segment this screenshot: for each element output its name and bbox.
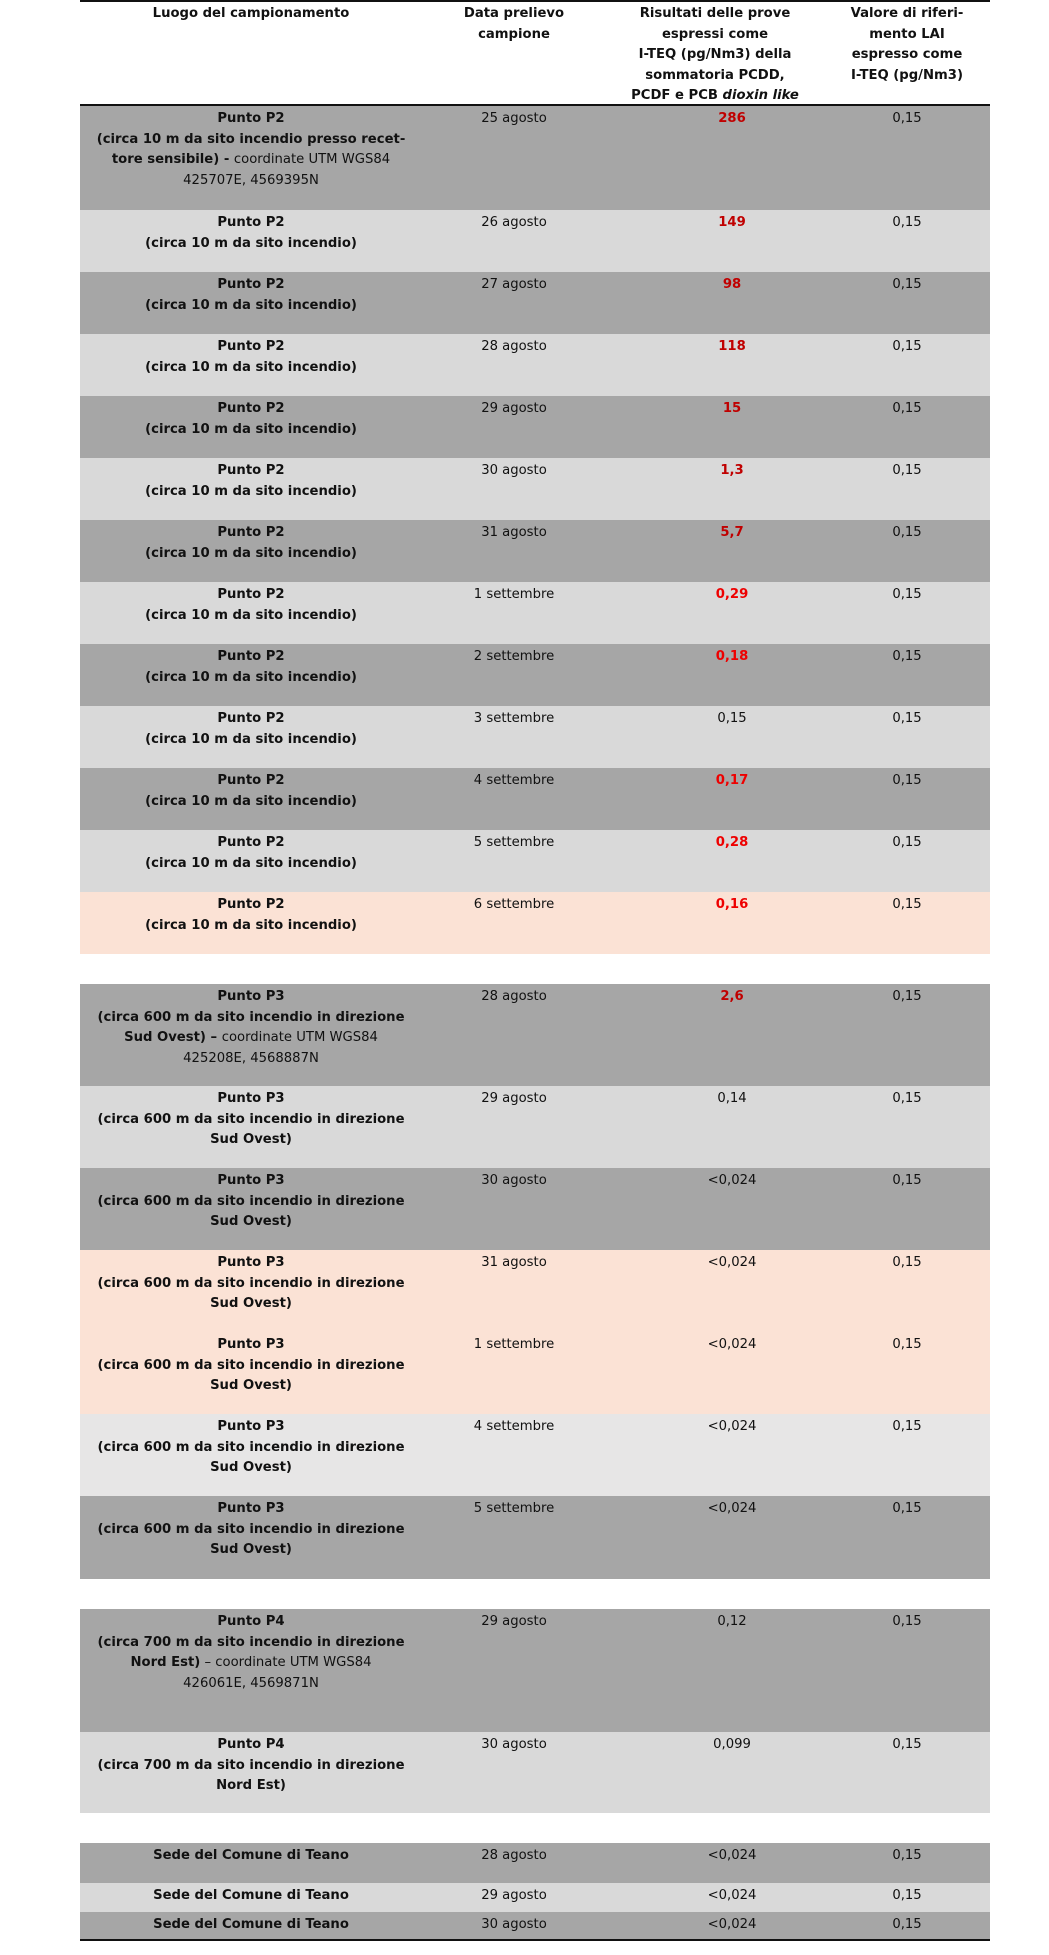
coordinate-label: coordinate UTM WGS84 <box>221 1030 378 1045</box>
sample-date: 27 agosto <box>481 277 547 292</box>
reference-value: 0,15 <box>892 1614 922 1629</box>
location-title: Punto P4 <box>217 1614 285 1629</box>
location-cell <box>80 106 422 210</box>
location-description <box>80 1028 422 1049</box>
reference-value: 0,15 <box>892 773 922 788</box>
location-description-text: (circa 600 m da sito incendio in direzione <box>97 1009 405 1025</box>
table-row <box>80 106 990 210</box>
location-description-text: (circa 10 m da sito incendio) <box>145 297 357 313</box>
group-spacer <box>80 1813 990 1843</box>
location-cell <box>80 210 422 272</box>
location-title: Punto P2 <box>217 773 285 788</box>
location-description-text: Sud Ovest) – <box>124 1030 222 1045</box>
location-description-text: Nord Est) <box>130 1655 201 1670</box>
location-cell <box>80 984 422 1086</box>
header-reference-line: I-TEQ (pg/Nm3) <box>851 67 963 83</box>
table-row <box>80 272 990 334</box>
location-description <box>80 668 422 689</box>
sample-date: 31 agosto <box>481 525 547 540</box>
table-row <box>80 520 990 582</box>
location-description <box>80 358 422 379</box>
location-description <box>80 1294 422 1315</box>
table-body <box>80 106 990 1941</box>
location-title: Punto P2 <box>217 897 285 912</box>
location-description <box>80 854 422 875</box>
location-cell <box>80 1912 422 1939</box>
result-value-exceeding: 149 <box>718 215 746 230</box>
sample-date: 28 agosto <box>481 989 547 1004</box>
sample-date: 29 agosto <box>481 1091 547 1106</box>
sample-date: 4 settembre <box>473 773 555 788</box>
location-title: Punto P2 <box>217 463 285 478</box>
header-results-line: espressi come <box>661 26 769 42</box>
location-cell <box>80 1250 422 1332</box>
location-cell <box>80 1332 422 1414</box>
location-cell <box>80 272 422 334</box>
sample-date: 28 agosto <box>481 1848 547 1863</box>
location-description-text: (circa 10 m da sito incendio) <box>145 421 357 437</box>
location-description <box>80 1653 422 1674</box>
location-description-text: (circa 10 m da sito incendio) <box>145 607 357 623</box>
reference-value: 0,15 <box>892 277 922 292</box>
table-row <box>80 458 990 520</box>
location-description <box>80 1756 422 1777</box>
table-row <box>80 1883 990 1912</box>
table-row <box>80 1496 990 1579</box>
location-description-text: (circa 10 m da sito incendio) <box>145 483 357 499</box>
location-cell <box>80 1609 422 1732</box>
location-title: Punto P3 <box>217 1091 285 1106</box>
location-description <box>80 1008 422 1029</box>
header-reference-line: espresso come <box>851 47 963 62</box>
location-description-text: (circa 10 m da sito incendio presso recet- <box>96 131 406 147</box>
reference-value: 0,15 <box>892 989 922 1004</box>
table-row <box>80 984 990 1086</box>
result-value-exceeding: 118 <box>718 339 746 354</box>
location-title: Punto P3 <box>217 1501 285 1516</box>
result-value-exceeding: 286 <box>718 111 746 126</box>
sample-date: 29 agosto <box>481 1888 547 1903</box>
utm-coordinates: 426061E, 4569871N <box>183 1675 319 1691</box>
location-description <box>80 296 422 317</box>
location-description-text: (circa 10 m da sito incendio) <box>145 917 357 933</box>
table-row <box>80 1332 990 1414</box>
location-title: Punto P2 <box>217 711 285 726</box>
location-description-text: (circa 10 m da sito incendio) <box>145 235 357 251</box>
location-description-text: Sud Ovest) <box>210 1542 292 1557</box>
location-description <box>80 1110 422 1131</box>
result-value: <0,024 <box>707 1917 757 1932</box>
result-value-exceeding: 0,29 <box>715 587 749 602</box>
reference-value: 0,15 <box>892 1337 922 1352</box>
location-cell <box>80 644 422 706</box>
table-row <box>80 644 990 706</box>
location-title: Punto P2 <box>217 215 285 230</box>
location-title: Punto P2 <box>217 587 285 602</box>
reference-value: 0,15 <box>892 835 922 850</box>
sample-date: 5 settembre <box>473 1501 555 1516</box>
reference-value: 0,15 <box>892 1848 922 1863</box>
header-results-line <box>606 86 824 107</box>
result-value-exceeding: 5,7 <box>720 525 744 540</box>
location-title: Punto P3 <box>217 1337 285 1352</box>
location-cell <box>80 1168 422 1250</box>
result-value-exceeding: 1,3 <box>720 463 744 478</box>
reference-value: 0,15 <box>892 463 922 478</box>
location-description <box>80 1540 422 1561</box>
location-title: Punto P2 <box>217 835 285 850</box>
location-description-text: Nord Est) <box>216 1778 286 1793</box>
table-row <box>80 1250 990 1332</box>
group-spacer <box>80 954 990 984</box>
location-title: Sede del Comune di Teano <box>153 1888 349 1903</box>
sample-date: 25 agosto <box>481 111 547 126</box>
location-cell <box>80 892 422 954</box>
header-date-line: Data prelievo <box>463 6 565 21</box>
location-description <box>80 1520 422 1541</box>
result-value-exceeding: 2,6 <box>720 989 744 1004</box>
table-row <box>80 892 990 954</box>
reference-value: 0,15 <box>892 1888 922 1903</box>
sample-date: 26 agosto <box>481 215 547 230</box>
location-cell <box>80 706 422 768</box>
location-cell <box>80 1086 422 1168</box>
location-description <box>80 420 422 441</box>
location-description <box>80 792 422 813</box>
result-value-exceeding: 0,17 <box>715 773 749 788</box>
table-row <box>80 706 990 768</box>
result-value-exceeding: 0,18 <box>715 649 749 664</box>
reference-value: 0,15 <box>892 1917 922 1932</box>
result-value: <0,024 <box>707 1501 757 1516</box>
location-cell <box>80 520 422 582</box>
table-row <box>80 830 990 892</box>
sample-date: 29 agosto <box>481 1614 547 1629</box>
table-row <box>80 1912 990 1941</box>
result-value: <0,024 <box>707 1337 757 1352</box>
dioxin-results-table <box>80 0 990 1941</box>
location-description <box>80 916 422 937</box>
location-description-text: (circa 10 m da sito incendio) <box>145 793 357 809</box>
location-description <box>80 1776 422 1797</box>
header-location-label: Luogo del campionamento <box>152 6 350 21</box>
location-cell <box>80 1843 422 1883</box>
location-title: Punto P3 <box>217 989 285 1004</box>
reference-value: 0,15 <box>892 339 922 354</box>
location-title: Punto P3 <box>217 1173 285 1188</box>
sample-date: 30 agosto <box>481 1737 547 1752</box>
location-description-text: (circa 600 m da sito incendio in direzione <box>97 1439 405 1455</box>
sample-date: 30 agosto <box>481 1173 547 1188</box>
table-row <box>80 210 990 272</box>
location-description <box>80 1274 422 1295</box>
sample-date: 30 agosto <box>481 1917 547 1932</box>
location-description-text: (circa 600 m da sito incendio in direzione <box>97 1275 405 1291</box>
sample-date: 5 settembre <box>473 835 555 850</box>
location-title: Punto P2 <box>217 649 285 664</box>
table-row <box>80 1414 990 1496</box>
sample-date: 30 agosto <box>481 463 547 478</box>
result-value-exceeding: 15 <box>722 401 742 416</box>
location-description <box>80 1356 422 1377</box>
header-results-italic: dioxin like <box>722 88 799 103</box>
location-cell <box>80 334 422 396</box>
location-cell <box>80 1414 422 1496</box>
location-description <box>80 1192 422 1213</box>
reference-value: 0,15 <box>892 1419 922 1434</box>
header-date <box>422 2 606 104</box>
location-title: Punto P3 <box>217 1419 285 1434</box>
location-description-text: (circa 600 m da sito incendio in direzione <box>97 1111 405 1127</box>
location-description-text: Sud Ovest) <box>210 1132 292 1147</box>
sample-date: 2 settembre <box>473 649 555 664</box>
location-description-text: tore sensibile) - <box>111 152 234 167</box>
table-row <box>80 334 990 396</box>
location-description <box>80 1212 422 1233</box>
location-description <box>80 130 422 151</box>
location-description <box>80 234 422 255</box>
header-results-line: I-TEQ (pg/Nm3) della <box>638 47 792 62</box>
location-description-text: (circa 10 m da sito incendio) <box>145 669 357 685</box>
result-value-exceeding: 0,28 <box>715 835 749 850</box>
location-description-text: (circa 10 m da sito incendio) <box>145 359 357 375</box>
header-location <box>80 2 422 104</box>
reference-value: 0,15 <box>892 1255 922 1270</box>
result-value: <0,024 <box>707 1848 757 1863</box>
location-title: Punto P2 <box>217 525 285 540</box>
reference-value: 0,15 <box>892 1173 922 1188</box>
sample-date: 31 agosto <box>481 1255 547 1270</box>
reference-value: 0,15 <box>892 215 922 230</box>
location-description <box>80 1633 422 1654</box>
reference-value: 0,15 <box>892 401 922 416</box>
header-reference-line: Valore di riferi- <box>850 6 964 21</box>
result-value: <0,024 <box>707 1888 757 1903</box>
table-row <box>80 1086 990 1168</box>
header-date-line: campione <box>478 26 550 42</box>
reference-value: 0,15 <box>892 897 922 912</box>
coordinate-label: – coordinate UTM WGS84 <box>200 1655 372 1670</box>
location-cell <box>80 458 422 520</box>
location-description <box>80 544 422 565</box>
sample-date: 1 settembre <box>473 587 555 602</box>
location-title: Sede del Comune di Teano <box>153 1917 349 1932</box>
location-description-text: (circa 10 m da sito incendio) <box>145 545 357 561</box>
location-description-text: Sud Ovest) <box>210 1460 292 1475</box>
table-row <box>80 1168 990 1250</box>
result-value-exceeding: 98 <box>722 277 742 292</box>
location-description-text: (circa 700 m da sito incendio in direzione <box>97 1634 405 1650</box>
location-description <box>80 730 422 751</box>
location-cell <box>80 582 422 644</box>
sample-date: 28 agosto <box>481 339 547 354</box>
location-cell <box>80 768 422 830</box>
reference-value: 0,15 <box>892 1737 922 1752</box>
location-description <box>80 150 422 171</box>
sample-date: 6 settembre <box>473 897 555 912</box>
header-results-line: Risultati delle prove <box>639 6 791 21</box>
location-description-text: (circa 600 m da sito incendio in direzione <box>97 1193 405 1209</box>
reference-value: 0,15 <box>892 525 922 540</box>
result-value-exceeding: 0,16 <box>715 897 749 912</box>
location-description-text: Sud Ovest) <box>210 1378 292 1393</box>
header-results-line: sommatoria PCDD, <box>645 67 785 83</box>
sample-date: 1 settembre <box>473 1337 555 1352</box>
table-row <box>80 1732 990 1813</box>
location-title: Punto P2 <box>217 111 285 126</box>
reference-value: 0,15 <box>892 711 922 726</box>
location-title: Punto P2 <box>217 339 285 354</box>
location-description-text: (circa 600 m da sito incendio in direzione <box>97 1357 405 1373</box>
result-value: 0,15 <box>717 711 747 726</box>
header-results <box>606 2 824 104</box>
result-value: 0,099 <box>713 1737 751 1752</box>
location-description <box>80 482 422 503</box>
location-cell <box>80 1732 422 1813</box>
location-description-text: Sud Ovest) <box>210 1296 292 1311</box>
reference-value: 0,15 <box>892 1501 922 1516</box>
sample-date: 29 agosto <box>481 401 547 416</box>
location-description <box>80 1458 422 1479</box>
location-description-text: (circa 700 m da sito incendio in direzione <box>97 1757 405 1773</box>
table-row <box>80 582 990 644</box>
location-title: Punto P3 <box>217 1255 285 1270</box>
location-cell <box>80 830 422 892</box>
sample-date: 4 settembre <box>473 1419 555 1434</box>
location-cell <box>80 1496 422 1579</box>
table-header <box>80 0 990 106</box>
header-results-text: PCDF e PCB <box>631 88 723 103</box>
result-value: 0,12 <box>717 1614 747 1629</box>
location-title: Sede del Comune di Teano <box>153 1848 349 1863</box>
result-value: <0,024 <box>707 1255 757 1270</box>
coordinate-label: coordinate UTM WGS84 <box>233 152 391 167</box>
reference-value: 0,15 <box>892 1091 922 1106</box>
location-cell <box>80 396 422 458</box>
table-row <box>80 768 990 830</box>
utm-coordinates: 425707E, 4569395N <box>183 172 319 188</box>
result-value: <0,024 <box>707 1173 757 1188</box>
location-description <box>80 1376 422 1397</box>
result-value: 0,14 <box>717 1091 747 1106</box>
location-title: Punto P4 <box>217 1737 285 1752</box>
location-title: Punto P2 <box>217 277 285 292</box>
reference-value: 0,15 <box>892 649 922 664</box>
table-row <box>80 396 990 458</box>
sample-date: 3 settembre <box>473 711 555 726</box>
table-row <box>80 1843 990 1883</box>
reference-value: 0,15 <box>892 111 922 126</box>
reference-value: 0,15 <box>892 587 922 602</box>
header-reference <box>824 2 990 104</box>
location-description-text: Sud Ovest) <box>210 1214 292 1229</box>
location-cell <box>80 1883 422 1912</box>
group-spacer <box>80 1579 990 1609</box>
location-description <box>80 1438 422 1459</box>
header-reference-line: mento LAI <box>869 26 945 42</box>
table-row <box>80 1609 990 1732</box>
location-description-text: (circa 600 m da sito incendio in direzione <box>97 1521 405 1537</box>
location-description <box>80 606 422 627</box>
location-description-text: (circa 10 m da sito incendio) <box>145 731 357 747</box>
location-description-text: (circa 10 m da sito incendio) <box>145 855 357 871</box>
utm-coordinates: 425208E, 4568887N <box>183 1050 319 1066</box>
result-value: <0,024 <box>707 1419 757 1434</box>
location-title: Punto P2 <box>217 401 285 416</box>
location-description <box>80 1130 422 1151</box>
